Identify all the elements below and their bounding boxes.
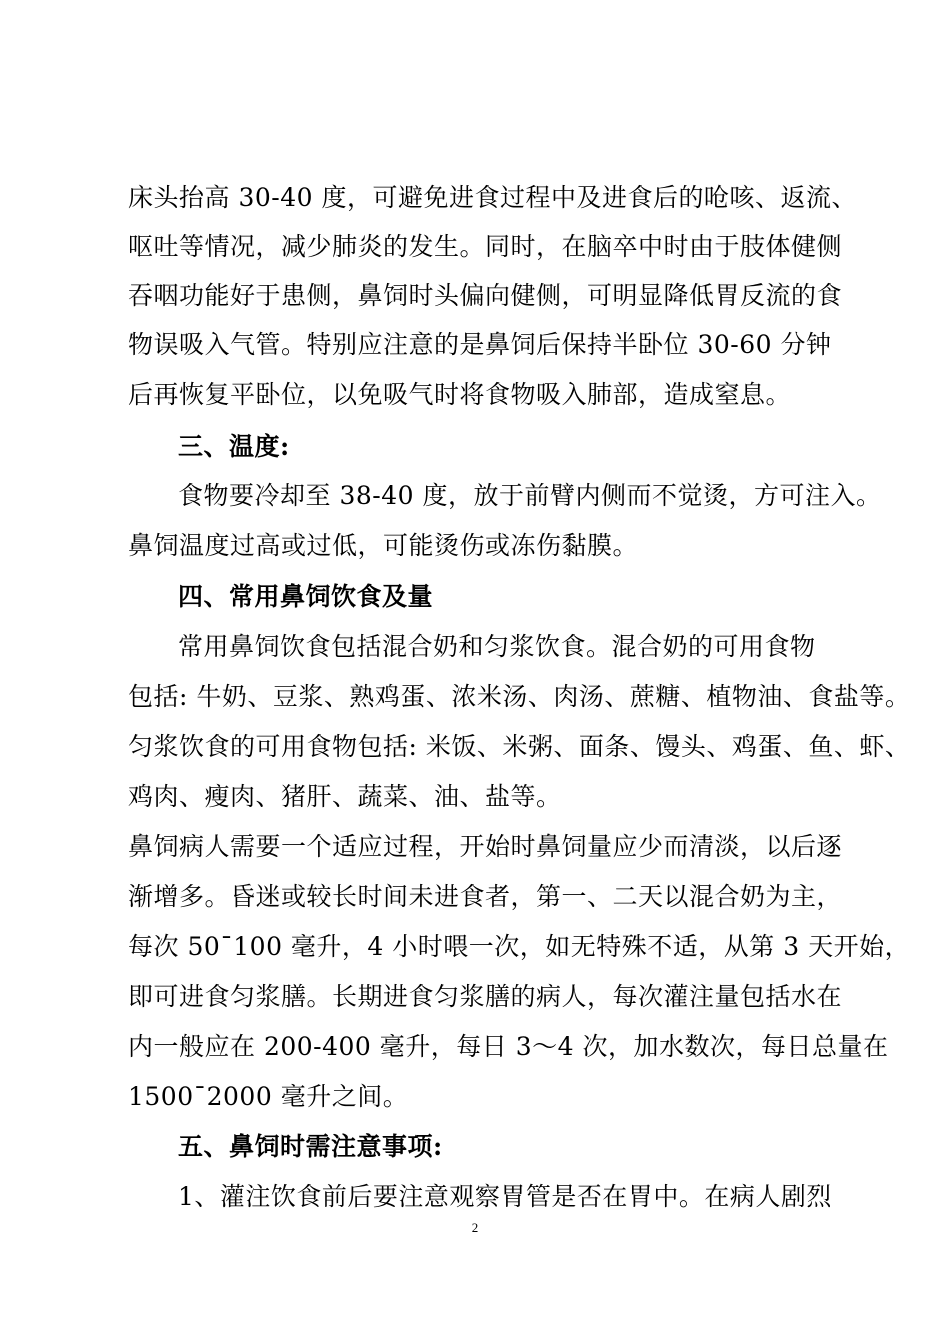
paragraph-amount-line-5: 内一般应在 200-400 毫升，每日 3～4 次，加水数次，每日总量在 bbox=[128, 1032, 889, 1061]
paragraph-bed-line-2: 呕吐等情况，减少肺炎的发生。同时，在脑卒中时由于肢体健侧 bbox=[128, 232, 843, 261]
section-4-heading: 四、常用鼻饲饮食及量 bbox=[178, 582, 434, 611]
page-number: 2 bbox=[471, 1220, 479, 1235]
paragraph-diet-line-3: 匀浆饮食的可用食物包括: 米饭、米粥、面条、馒头、鸡蛋、鱼、虾、 bbox=[128, 732, 911, 761]
paragraph-amount-line-2: 渐增多。昏迷或较长时间未进食者，第一、二天以混合奶为主， bbox=[128, 882, 843, 911]
paragraph-amount-line-6: 1500¯2000 毫升之间。 bbox=[128, 1082, 409, 1111]
paragraph-amount-line-4: 即可进食匀浆膳。长期进食匀浆膳的病人，每次灌注量包括水在 bbox=[128, 982, 843, 1011]
paragraph-diet-line-1: 常用鼻饲饮食包括混合奶和匀浆饮食。混合奶的可用食物 bbox=[178, 632, 816, 661]
paragraph-bed-line-1: 床头抬高 30-40 度，可避免进食过程中及进食后的呛咳、返流、 bbox=[128, 183, 857, 212]
paragraph-bed-line-3: 吞咽功能好于患侧，鼻饲时头偏向健侧，可明显降低胃反流的食 bbox=[128, 281, 843, 310]
paragraph-bed-line-4: 物误吸入气管。特别应注意的是鼻饲后保持半卧位 30-60 分钟 bbox=[128, 330, 832, 359]
paragraph-bed-line-5: 后再恢复平卧位，以免吸气时将食物吸入肺部，造成窒息。 bbox=[128, 380, 792, 409]
section-3-heading: 三、温度: bbox=[178, 432, 290, 461]
paragraph-notes-line-1: 1、灌注饮食前后要注意观察胃管是否在胃中。在病人剧烈 bbox=[178, 1182, 832, 1211]
paragraph-diet-line-2: 包括: 牛奶、豆浆、熟鸡蛋、浓米汤、肉汤、蔗糖、植物油、食盐等。 bbox=[128, 682, 911, 711]
paragraph-temp-line-1: 食物要冷却至 38-40 度，放于前臂内侧而不觉烫，方可注入。 bbox=[178, 481, 882, 510]
paragraph-amount-line-3: 每次 50¯100 毫升，4 小时喂一次，如无特殊不适，从第 3 天开始， bbox=[128, 932, 911, 961]
paragraph-diet-line-4: 鸡肉、瘦肉、猪肝、蔬菜、油、盐等。 bbox=[128, 782, 562, 811]
paragraph-temp-line-2: 鼻饲温度过高或过低，可能烫伤或冻伤黏膜。 bbox=[128, 531, 639, 560]
section-5-heading: 五、鼻饲时需注意事项: bbox=[178, 1132, 443, 1161]
paragraph-amount-line-1: 鼻饲病人需要一个适应过程，开始时鼻饲量应少而清淡，以后逐 bbox=[128, 832, 843, 861]
